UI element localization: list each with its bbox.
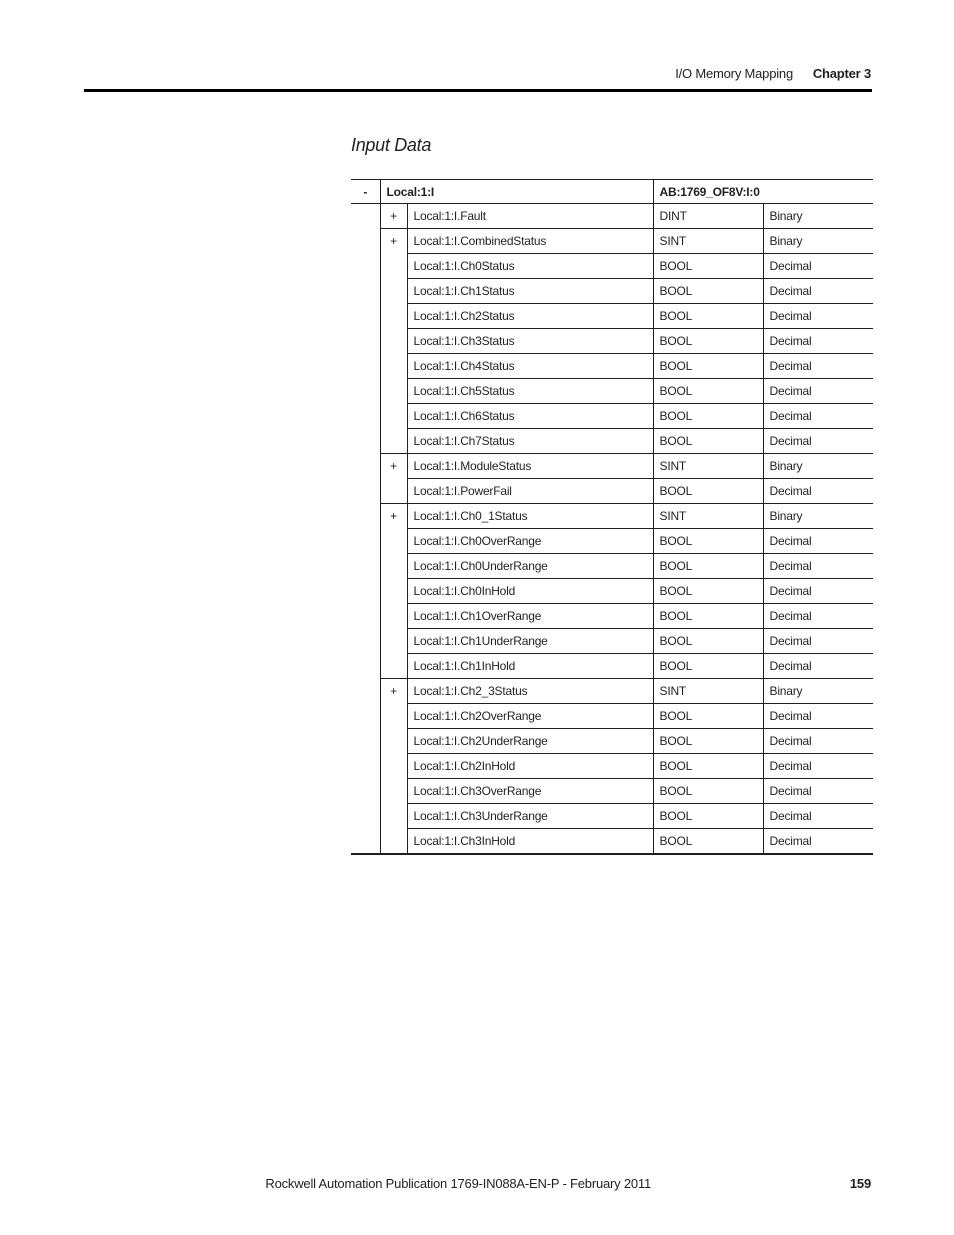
expand-spacer <box>380 579 407 604</box>
table-row <box>351 729 873 754</box>
tag-name-cell: Local:1:I.Ch1OverRange <box>407 604 653 629</box>
expand-spacer <box>380 779 407 804</box>
table-row <box>351 479 873 504</box>
data-type-cell: BOOL <box>653 604 763 629</box>
table-row <box>351 204 873 229</box>
expand-spacer <box>380 729 407 754</box>
display-style-cell: Decimal <box>763 729 873 754</box>
table-row <box>351 804 873 829</box>
expand-spacer <box>380 379 407 404</box>
expand-toggle[interactable]: + <box>380 504 407 529</box>
expand-spacer <box>380 654 407 679</box>
footer-publication: Rockwell Automation Publication 1769-IN088A-EN-P - February 2011 <box>265 1176 651 1191</box>
display-style-cell: Decimal <box>763 404 873 429</box>
display-style-cell: Decimal <box>763 354 873 379</box>
data-type-cell: BOOL <box>653 704 763 729</box>
data-type-cell: BOOL <box>653 554 763 579</box>
table-row <box>351 329 873 354</box>
expand-toggle[interactable]: + <box>380 679 407 704</box>
expand-spacer <box>380 754 407 779</box>
display-style-cell: Binary <box>763 204 873 229</box>
data-type-cell: DINT <box>653 204 763 229</box>
table-row <box>351 604 873 629</box>
tag-name-cell: Local:1:I.Ch2Status <box>407 304 653 329</box>
table-row <box>351 304 873 329</box>
page-number: 159 <box>849 1176 871 1191</box>
table-row <box>351 254 873 279</box>
tag-name-cell: Local:1:I.Ch2InHold <box>407 754 653 779</box>
display-style-cell: Decimal <box>763 629 873 654</box>
table-row <box>351 279 873 304</box>
display-style-cell: Decimal <box>763 654 873 679</box>
tag-name-cell: Local:1:I.Ch3OverRange <box>407 779 653 804</box>
expand-spacer <box>380 279 407 304</box>
display-style-cell: Decimal <box>763 479 873 504</box>
tag-name-cell: Local:1:I.Ch0InHold <box>407 579 653 604</box>
tag-name-cell: Local:1:I.Ch3InHold <box>407 829 653 855</box>
data-type-cell: BOOL <box>653 729 763 754</box>
section-heading: Input Data <box>351 135 432 155</box>
data-type-cell: BOOL <box>653 304 763 329</box>
display-style-cell: Decimal <box>763 279 873 304</box>
data-type-cell: BOOL <box>653 829 763 855</box>
table-row <box>351 354 873 379</box>
tag-name-cell: Local:1:I.Ch2_3Status <box>407 679 653 704</box>
indent-column <box>351 204 380 855</box>
tag-name-cell: Local:1:I.Ch0OverRange <box>407 529 653 554</box>
display-style-cell: Decimal <box>763 704 873 729</box>
expand-spacer <box>380 404 407 429</box>
tag-name-cell: Local:1:I.Ch0Status <box>407 254 653 279</box>
display-style-cell: Decimal <box>763 379 873 404</box>
tag-name-cell: Local:1:I.Ch3Status <box>407 329 653 354</box>
expand-spacer <box>380 254 407 279</box>
expand-spacer <box>380 354 407 379</box>
display-style-cell: Decimal <box>763 554 873 579</box>
display-style-cell: Decimal <box>763 579 873 604</box>
data-type-cell: SINT <box>653 454 763 479</box>
expand-spacer <box>380 629 407 654</box>
tag-name-cell: Local:1:I.Ch0UnderRange <box>407 554 653 579</box>
data-type-cell: SINT <box>653 229 763 254</box>
display-style-cell: Decimal <box>763 429 873 454</box>
tag-name-cell: Local:1:I.Ch1UnderRange <box>407 629 653 654</box>
table-row <box>351 679 873 704</box>
expand-spacer <box>380 829 407 855</box>
display-style-cell: Decimal <box>763 754 873 779</box>
collapse-toggle[interactable]: - <box>351 180 380 204</box>
table-row <box>351 629 873 654</box>
expand-spacer <box>380 704 407 729</box>
tag-name-cell: Local:1:I.Ch2UnderRange <box>407 729 653 754</box>
header-chapter-label: Chapter 3 <box>812 66 871 81</box>
tag-name-cell: Local:1:I.ModuleStatus <box>407 454 653 479</box>
expand-spacer <box>380 604 407 629</box>
expand-toggle[interactable]: + <box>380 454 407 479</box>
display-style-cell: Decimal <box>763 329 873 354</box>
data-type-cell: BOOL <box>653 629 763 654</box>
header-tag-name: Local:1:I <box>380 180 653 204</box>
expand-spacer <box>380 804 407 829</box>
data-type-cell: BOOL <box>653 579 763 604</box>
display-style-cell: Decimal <box>763 304 873 329</box>
table-row <box>351 504 873 529</box>
tag-name-cell: Local:1:I.Ch1Status <box>407 279 653 304</box>
display-style-cell: Decimal <box>763 254 873 279</box>
data-type-cell: BOOL <box>653 654 763 679</box>
tag-name-cell: Local:1:I.Fault <box>407 204 653 229</box>
display-style-cell: Binary <box>763 504 873 529</box>
table-header-row <box>351 180 873 204</box>
data-type-cell: BOOL <box>653 479 763 504</box>
display-style-cell: Binary <box>763 454 873 479</box>
table-row <box>351 704 873 729</box>
table-row <box>351 554 873 579</box>
tag-name-cell: Local:1:I.Ch7Status <box>407 429 653 454</box>
display-style-cell: Decimal <box>763 829 873 855</box>
data-type-cell: BOOL <box>653 404 763 429</box>
table-row <box>351 379 873 404</box>
tag-name-cell: Local:1:I.Ch6Status <box>407 404 653 429</box>
data-type-cell: BOOL <box>653 379 763 404</box>
data-type-cell: BOOL <box>653 279 763 304</box>
table-row <box>351 754 873 779</box>
display-style-cell: Binary <box>763 229 873 254</box>
expand-toggle[interactable]: + <box>380 229 407 254</box>
data-type-cell: SINT <box>653 679 763 704</box>
tag-name-cell: Local:1:I.Ch4Status <box>407 354 653 379</box>
data-type-cell: BOOL <box>653 754 763 779</box>
data-type-cell: BOOL <box>653 779 763 804</box>
header-data-type: AB:1769_OF8V:I:0 <box>653 180 873 204</box>
header-section-title: I/O Memory Mapping <box>675 66 793 81</box>
table-row <box>351 429 873 454</box>
expand-toggle[interactable]: + <box>380 204 407 229</box>
expand-spacer <box>380 479 407 504</box>
table-row <box>351 779 873 804</box>
display-style-cell: Binary <box>763 679 873 704</box>
data-type-cell: BOOL <box>653 429 763 454</box>
running-header <box>84 63 872 92</box>
expand-spacer <box>380 329 407 354</box>
tag-name-cell: Local:1:I.Ch0_1Status <box>407 504 653 529</box>
tag-name-cell: Local:1:I.Ch1InHold <box>407 654 653 679</box>
input-data-table <box>351 179 873 855</box>
tag-name-cell: Local:1:I.Ch3UnderRange <box>407 804 653 829</box>
tag-name-cell: Local:1:I.PowerFail <box>407 479 653 504</box>
table-row <box>351 579 873 604</box>
tag-name-cell: Local:1:I.CombinedStatus <box>407 229 653 254</box>
table-row <box>351 229 873 254</box>
data-type-cell: SINT <box>653 504 763 529</box>
expand-spacer <box>380 429 407 454</box>
data-type-cell: BOOL <box>653 354 763 379</box>
data-type-cell: BOOL <box>653 329 763 354</box>
table-row <box>351 404 873 429</box>
table-row <box>351 654 873 679</box>
tag-name-cell: Local:1:I.Ch2OverRange <box>407 704 653 729</box>
tag-name-cell: Local:1:I.Ch5Status <box>407 379 653 404</box>
expand-spacer <box>380 554 407 579</box>
display-style-cell: Decimal <box>763 529 873 554</box>
table-row <box>351 454 873 479</box>
data-type-cell: BOOL <box>653 804 763 829</box>
display-style-cell: Decimal <box>763 604 873 629</box>
display-style-cell: Decimal <box>763 804 873 829</box>
data-type-cell: BOOL <box>653 254 763 279</box>
table-row <box>351 529 873 554</box>
display-style-cell: Decimal <box>763 779 873 804</box>
table-row <box>351 829 873 855</box>
expand-spacer <box>380 529 407 554</box>
data-type-cell: BOOL <box>653 529 763 554</box>
expand-spacer <box>380 304 407 329</box>
